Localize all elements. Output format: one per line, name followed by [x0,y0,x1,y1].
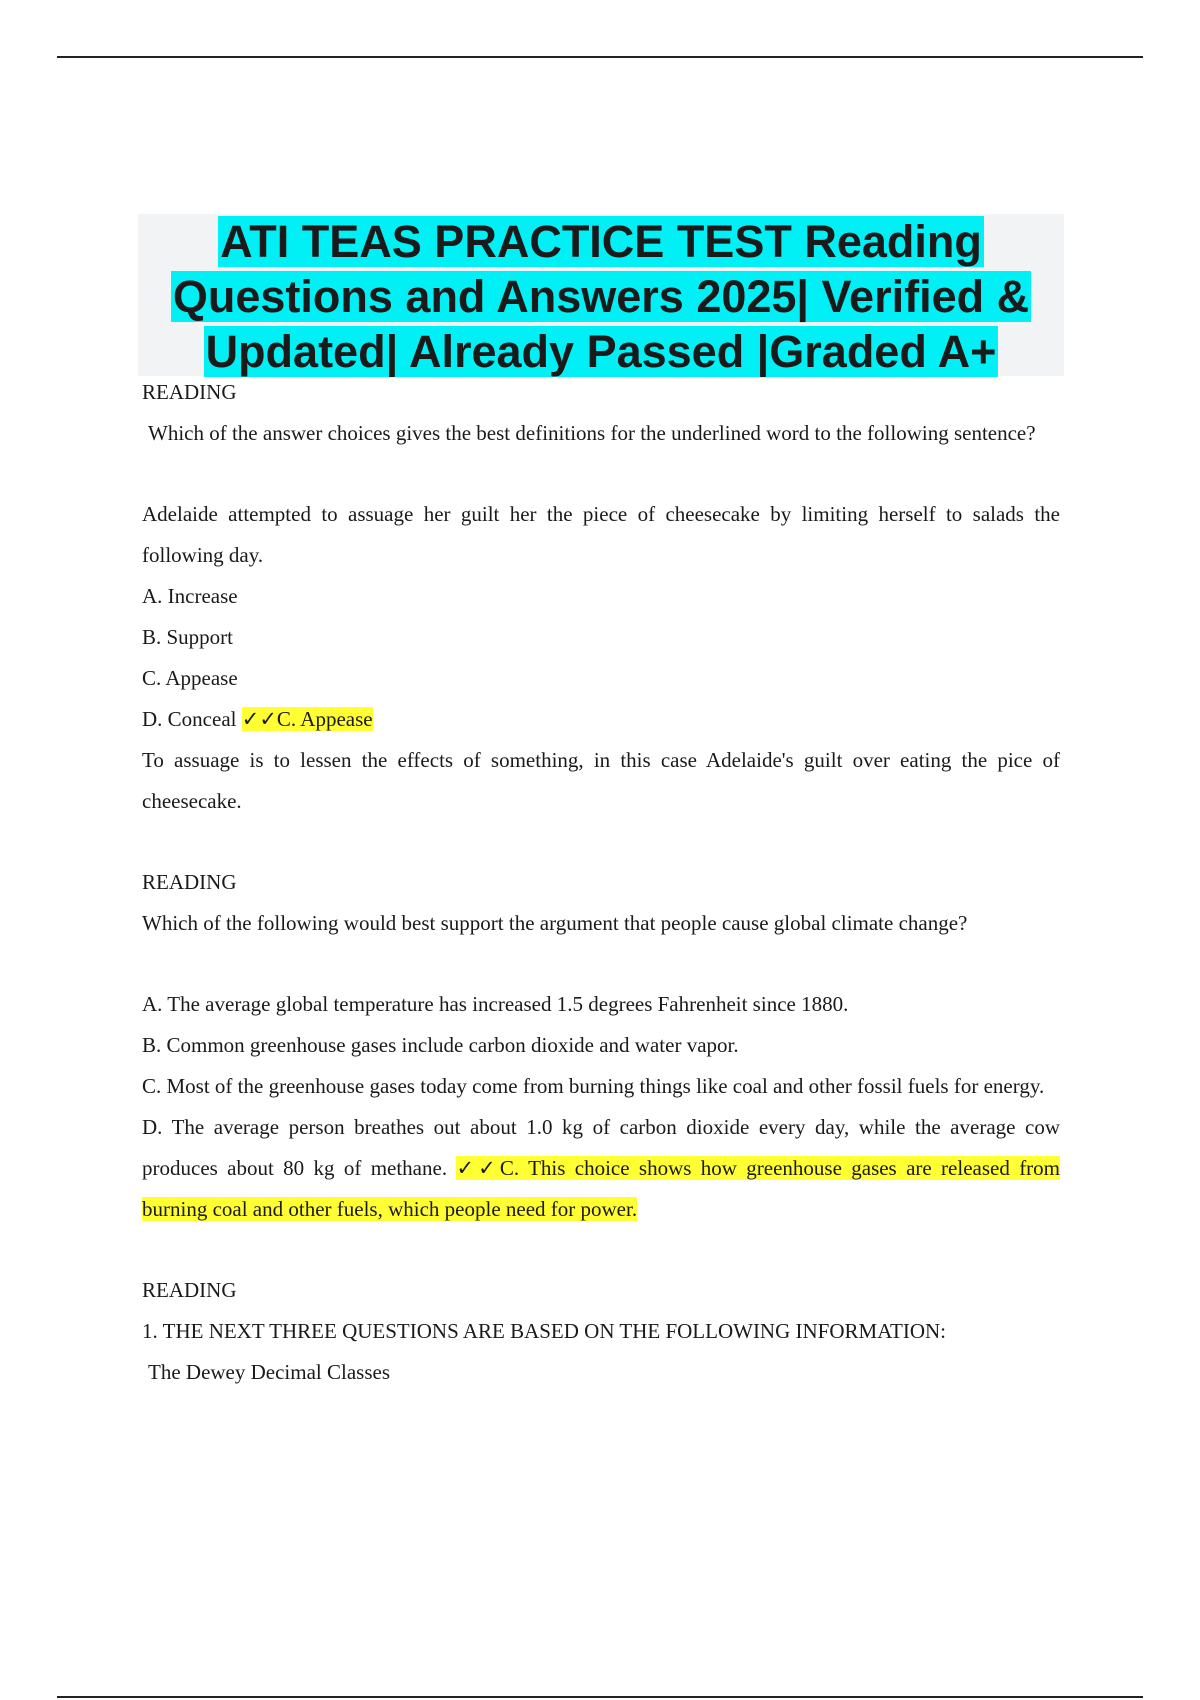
question-prompt: Which of the answer choices gives the best definitions for the underlined word to the following sentence? [148,421,1036,445]
option-c: C. Most of the greenhouse gases today come from burning things like coal and other fossil fuels for energy. [142,1074,1045,1098]
question-prompt: Which of the following would best support the argument that people cause global climate change? [142,911,968,935]
section-heading: READING [142,380,237,404]
document-title [138,214,1064,376]
answer-explanation: To assuage is to lessen the effects of something, in this case Adelaide's guilt over eating the pice of cheesecake. [142,748,1060,813]
answer-highlight: ✓✓C. Appease [241,707,373,731]
question-sentence: Adelaide attempted to assuage her guilt her the piece of cheesecake by limiting herself to salads the following day. [142,502,1060,567]
question-prompt: 1. THE NEXT THREE QUESTIONS ARE BASED ON THE FOLLOWING INFORMATION: [142,1319,947,1343]
top-rule [57,56,1143,58]
option-b: B. Support [142,625,234,649]
bottom-rule [57,1696,1143,1698]
title-line-1: ATI TEAS PRACTICE TEST Reading [220,216,982,267]
title-line-2: Questions and Answers 2025| Verified & [172,271,1030,322]
option-d: D. The average person breathes out about 1.0 kg of carbon dioxide every day, while the average cow produces about 80 kg of methane. ✓✓C. This choice shows how greenhouse gases are released from burning coal and other fuels, which people need for power. [142,1115,1061,1221]
passage-subtitle: The Dewey Decimal Classes [148,1360,391,1384]
section-heading: READING [142,1278,237,1302]
answer-highlight: ✓✓C. This choice shows how greenhouse gases are released from burning coal and other fuels, which people need for power. [142,1156,1061,1221]
option-d: D. Conceal ✓✓C. Appease [142,707,373,731]
document-body [142,372,1060,1393]
option-c: C. Appease [142,666,238,690]
section-heading: READING [142,870,237,894]
title-line-3: Updated| Already Passed |Graded A+ [205,326,997,377]
option-a: A. Increase [142,584,238,608]
option-a: A. The average global temperature has increased 1.5 degrees Fahrenheit since 1880. [142,992,849,1016]
option-b: B. Common greenhouse gases include carbon dioxide and water vapor. [142,1033,739,1057]
